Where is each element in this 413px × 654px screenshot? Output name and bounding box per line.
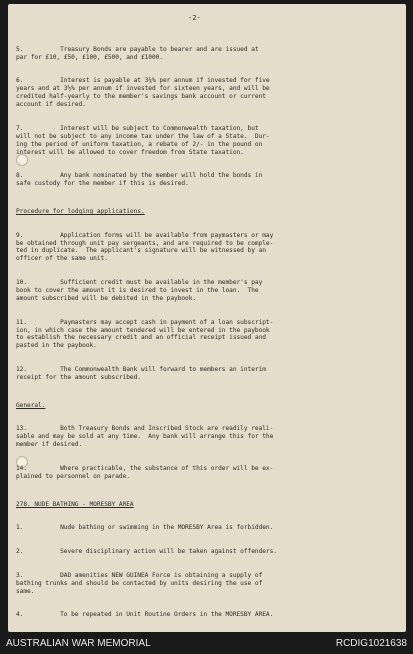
page-number: -2- <box>188 14 201 22</box>
footer-source: AUSTRALIAN WAR MEMORIAL <box>6 637 151 649</box>
paragraph: 7. Interest will be subject to Commonwealth taxation, but will not be subject to any income tax under the law of a State. Dur- ing the period of uniform taxation, a rebate of 2/- in the pound on interest will be allowed to cover freedom from State taxation. <box>16 124 270 156</box>
paragraph: 13. Both Treasury Bonds and Inscribed Stock are readily reali- sable and may be sold at any time. Any bank will arrange this for the member if desired. <box>16 425 274 449</box>
paragraph: 3. DAD amenities NEW GUINEA Force is obtaining a supply of bathing trunks and should be contacted by units desiring the use of same. <box>16 571 263 595</box>
paragraph: 14. Where practicable, the substance of this order will be ex- plained to personnel on parade. <box>16 464 274 480</box>
footer-id: RCDIG1021638 <box>335 637 407 649</box>
paragraph: 9. Application forms will be available from paymasters or may be obtained through unit pay sergeants, and are required to be comple- ted in duplicate. The applicant's signature will be witnessed by an officer of the same unit. <box>16 231 274 263</box>
document-body <box>16 30 394 632</box>
paragraph: 4. To be repeated in Unit Routine Orders in the MORESBY AREA. <box>16 611 274 619</box>
section-heading: 278. NUDE BATHING - MORESBY AREA <box>16 500 134 508</box>
paragraph: 5. Treasury Bonds are payable to bearer and are issued at par for £10, £50, £100, £500, and £1000. <box>16 45 259 61</box>
archive-footer <box>0 632 413 654</box>
paragraph: 6. Interest is payable at 3¼% per annum if invested for five years and at 3½% per annum if invested for sixteen years, and will be credited half-yearly to the member's savings bank account or current account if desired. <box>16 77 270 109</box>
section-heading: Procedure for lodging applications. <box>16 207 145 215</box>
paragraph: 1. Nude bathing or swimming in the MORESBY Area is forbidden. <box>16 524 274 532</box>
document-page <box>8 4 406 632</box>
paragraph: 11. Paymasters may accept cash in payment of a loan subscript- ion, in which case the amount tendered will be entered in the paybook to establish the necessary credit and an official receipt issued and pasted in the paybook. <box>16 318 274 350</box>
paragraph: 2. Severe disciplinary action will be taken against offenders. <box>16 548 277 555</box>
section-heading: General. <box>16 401 46 409</box>
paragraph: 12. The Commonwealth Bank will forward to members an interim receipt for the amount subscribed. <box>16 366 266 381</box>
paragraph: 8. Any bank nominated by the member will hold the bonds in safe custody for the member if this is desired. <box>16 172 263 188</box>
paragraph: 10. Sufficient credit must be available in the member's pay book to cover the amount it is desired to invest in the loan. The amount subscribed will be debited in the paybook. <box>16 279 263 302</box>
